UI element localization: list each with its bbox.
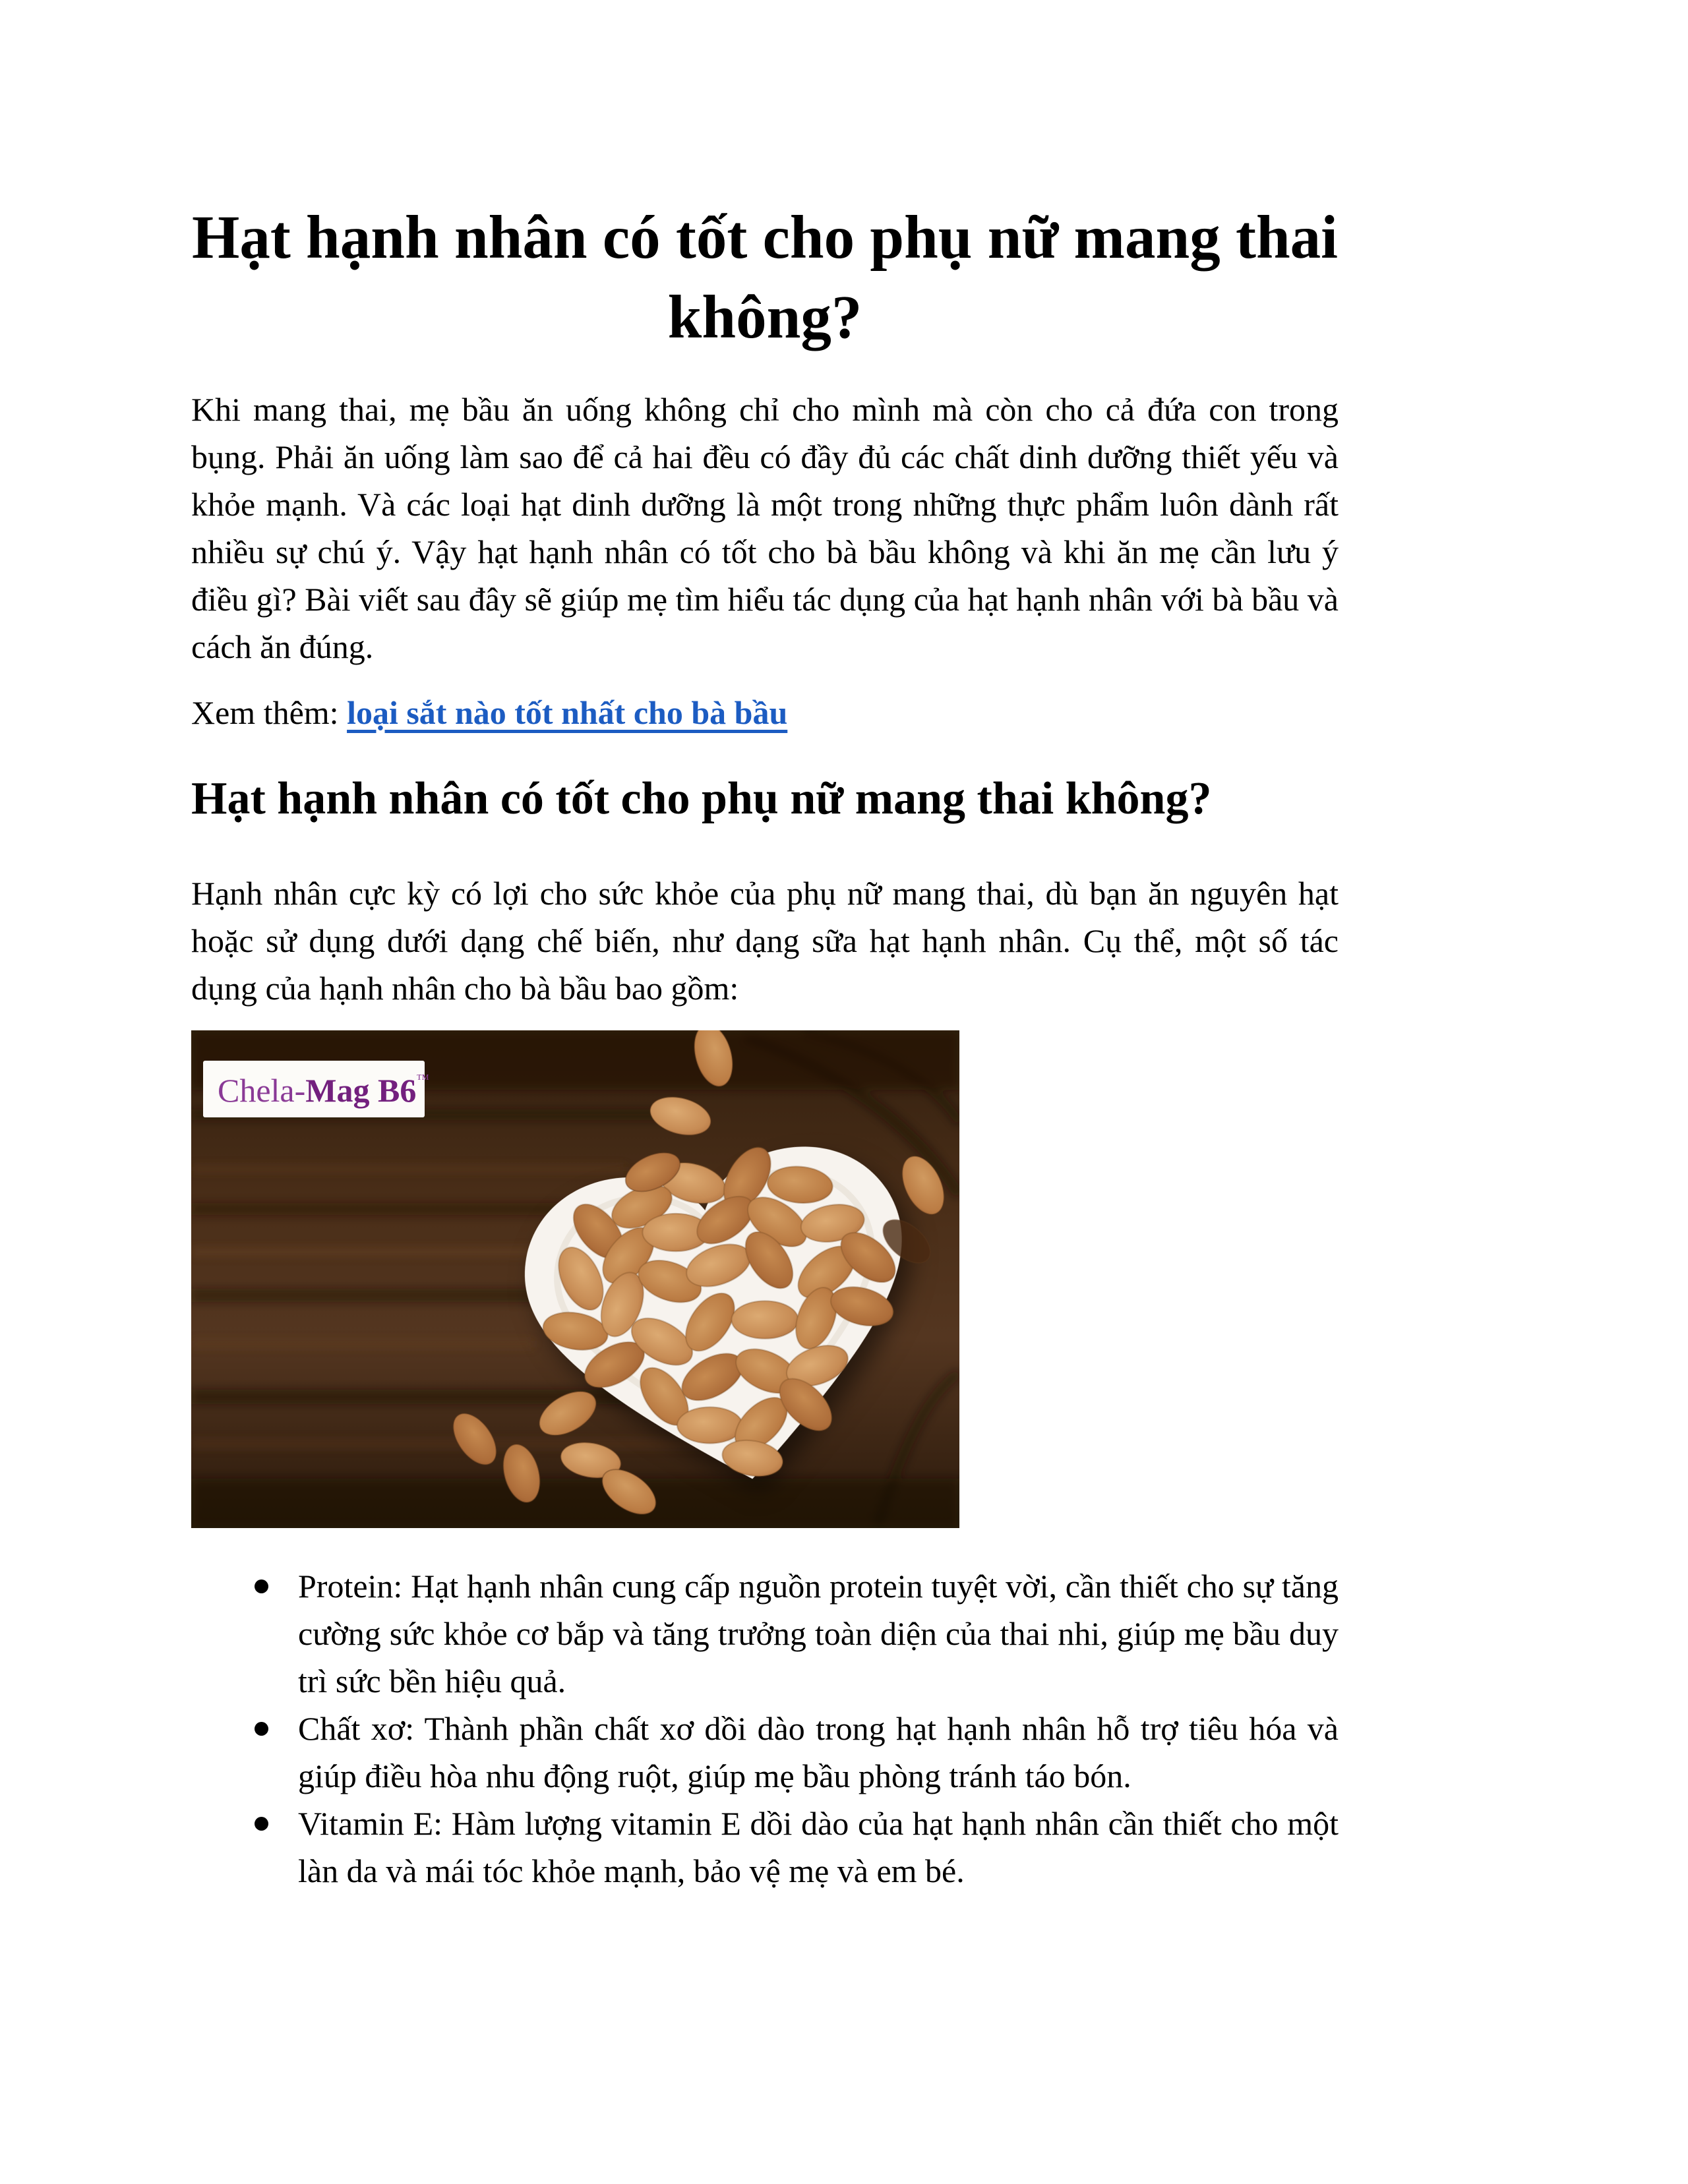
see-more-label: Xem thêm: [191, 694, 347, 731]
see-more-link[interactable]: loại sắt nào tốt nhất cho bà bầu [347, 694, 788, 731]
chela-mag-b6-logo [203, 1061, 429, 1117]
logo-text: Chela-Mag B6™ [218, 1072, 429, 1109]
benefit-item-fiber: Chất xơ: Thành phần chất xơ dồi dào trong hạt hạnh nhân hỗ trợ tiêu hóa và giúp điều hòa nhu động ruột, giúp mẹ bầu phòng tránh táo bón. [191, 1705, 1339, 1800]
benefits-list [191, 1562, 1339, 1895]
almonds-photo [191, 1030, 959, 1528]
intro-paragraph: Khi mang thai, mẹ bầu ăn uống không chỉ cho mình mà còn cho cả đứa con trong bụng. Phải ăn uống làm sao để cả hai đều có đầy đủ các chất dinh dưỡng thiết yếu và khỏe mạnh. Và các loại hạt dinh dưỡng là một trong những thực phẩm luôn dành rất nhiều sự chú ý. Vậy hạt hạnh nhân có tốt cho bà bầu không và khi ăn mẹ cần lưu ý điều gì? Bài viết sau đây sẽ giúp mẹ tìm hiểu tác dụng của hạt hạnh nhân với bà bầu và cách ăn đúng. [191, 391, 1339, 665]
page-title: Hạt hạnh nhân có tốt cho phụ nữ mang thai không? [191, 204, 1339, 351]
benefit-item-vitamin-e: Vitamin E: Hàm lượng vitamin E dồi dào của hạt hạnh nhân cần thiết cho một làn da và mái tóc khỏe mạnh, bảo vệ mẹ và em bé. [191, 1800, 1339, 1895]
section-heading: Hạt hạnh nhân có tốt cho phụ nữ mang thai không? [191, 773, 1212, 824]
benefit-item-protein: Protein: Hạt hạnh nhân cung cấp nguồn protein tuyệt vời, cần thiết cho sự tăng cường sức khỏe cơ bắp và tăng trưởng toàn diện của thai nhi, giúp mẹ bầu duy trì sức bền hiệu quả. [191, 1562, 1339, 1705]
section-intro-paragraph: Hạnh nhân cực kỳ có lợi cho sức khỏe của phụ nữ mang thai, dù bạn ăn nguyên hạt hoặc sử dụng dưới dạng chế biến, như dạng sữa hạt hạnh nhân. Cụ thể, một số tác dụng của hạnh nhân cho bà bầu bao gồm: [191, 875, 1339, 1007]
see-more-line [191, 689, 1339, 736]
